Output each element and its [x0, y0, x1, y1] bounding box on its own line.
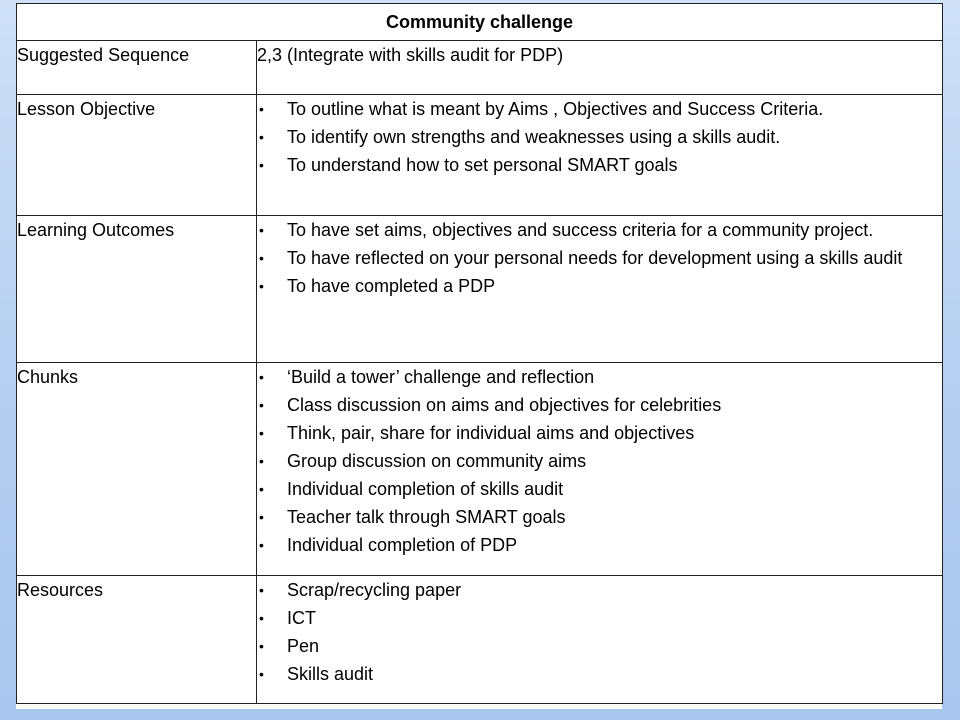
row-value	[257, 363, 943, 576]
list-item-text: Group discussion on community aims	[287, 451, 587, 471]
list-item-text: Pen	[287, 636, 320, 656]
bullet-icon: •	[259, 101, 264, 117]
row-value	[257, 95, 943, 216]
row-label-text: Learning Outcomes	[17, 220, 175, 240]
bullet-icon: •	[259, 610, 264, 626]
list-item-text: ‘Build a tower’ challenge and reflection	[287, 367, 595, 387]
list-item	[257, 419, 942, 447]
bullet-icon: •	[259, 481, 264, 497]
row-chunks	[17, 363, 943, 576]
list-item	[257, 123, 942, 151]
bullet-icon: •	[259, 582, 264, 598]
list-item-text: Individual completion of PDP	[287, 535, 518, 555]
list-item-text: To have completed a PDP	[287, 276, 496, 296]
bullet-icon: •	[259, 129, 264, 145]
lesson-plan-sheet	[16, 3, 942, 709]
row-label-text: Chunks	[17, 367, 79, 387]
list-item	[257, 244, 942, 272]
table-title: Community challenge	[17, 4, 943, 41]
row-label-text: Lesson Objective	[17, 99, 156, 119]
row-label	[17, 576, 257, 704]
bullet-icon: •	[259, 157, 264, 173]
row-learning-outcomes	[17, 216, 943, 363]
chunk-list	[257, 363, 942, 559]
list-item	[257, 363, 942, 391]
list-item	[257, 660, 942, 688]
resource-list	[257, 576, 942, 688]
list-item-text: Skills audit	[287, 664, 374, 684]
row-suggested-sequence	[17, 41, 943, 95]
bullet-icon: •	[259, 509, 264, 525]
bullet-icon: •	[259, 222, 264, 238]
bullet-icon: •	[259, 397, 264, 413]
list-item-text: Teacher talk through SMART goals	[287, 507, 566, 527]
row-label-text: Resources	[17, 580, 104, 600]
row-label	[17, 216, 257, 363]
list-item	[257, 447, 942, 475]
list-item-text: To understand how to set personal SMART goals	[287, 155, 678, 175]
list-item-text: Individual completion of skills audit	[287, 479, 564, 499]
list-item-text: Class discussion on aims and objectives for celebrities	[287, 395, 722, 415]
list-item	[257, 95, 942, 123]
objective-list	[257, 95, 942, 179]
row-value	[257, 41, 943, 95]
list-item	[257, 604, 942, 632]
list-item-text: ICT	[287, 608, 316, 628]
list-item	[257, 531, 942, 559]
row-label	[17, 41, 257, 95]
row-value	[257, 216, 943, 363]
lesson-plan-table	[16, 3, 943, 704]
list-item-text: To identify own strengths and weaknesses using a skills audit.	[287, 127, 781, 147]
list-item-text: Scrap/recycling paper	[287, 580, 462, 600]
row-label	[17, 95, 257, 216]
list-item	[257, 475, 942, 503]
list-item-text: To have set aims, objectives and success criteria for a community project.	[287, 220, 874, 240]
row-resources	[17, 576, 943, 704]
outcome-list	[257, 216, 942, 300]
row-label-text: Suggested Sequence	[17, 45, 190, 65]
row-value	[257, 576, 943, 704]
row-label	[17, 363, 257, 576]
bullet-icon: •	[259, 453, 264, 469]
row-lesson-objective	[17, 95, 943, 216]
bullet-icon: •	[259, 638, 264, 654]
sequence-text: 2,3 (Integrate with skills audit for PDP)	[257, 45, 564, 65]
list-item	[257, 632, 942, 660]
list-item-text: To have reflected on your personal needs for development using a skills audit	[287, 248, 903, 268]
table-title-row	[17, 4, 943, 41]
list-item-text: To outline what is meant by Aims , Objectives and Success Criteria.	[287, 99, 824, 119]
list-item	[257, 216, 942, 244]
list-item	[257, 391, 942, 419]
bullet-icon: •	[259, 537, 264, 553]
bullet-icon: •	[259, 425, 264, 441]
list-item	[257, 151, 942, 179]
list-item	[257, 576, 942, 604]
list-item-text: Think, pair, share for individual aims and objectives	[287, 423, 695, 443]
list-item	[257, 503, 942, 531]
bullet-icon: •	[259, 278, 264, 294]
bullet-icon: •	[259, 369, 264, 385]
bullet-icon: •	[259, 666, 264, 682]
bullet-icon: •	[259, 250, 264, 266]
list-item	[257, 272, 942, 300]
